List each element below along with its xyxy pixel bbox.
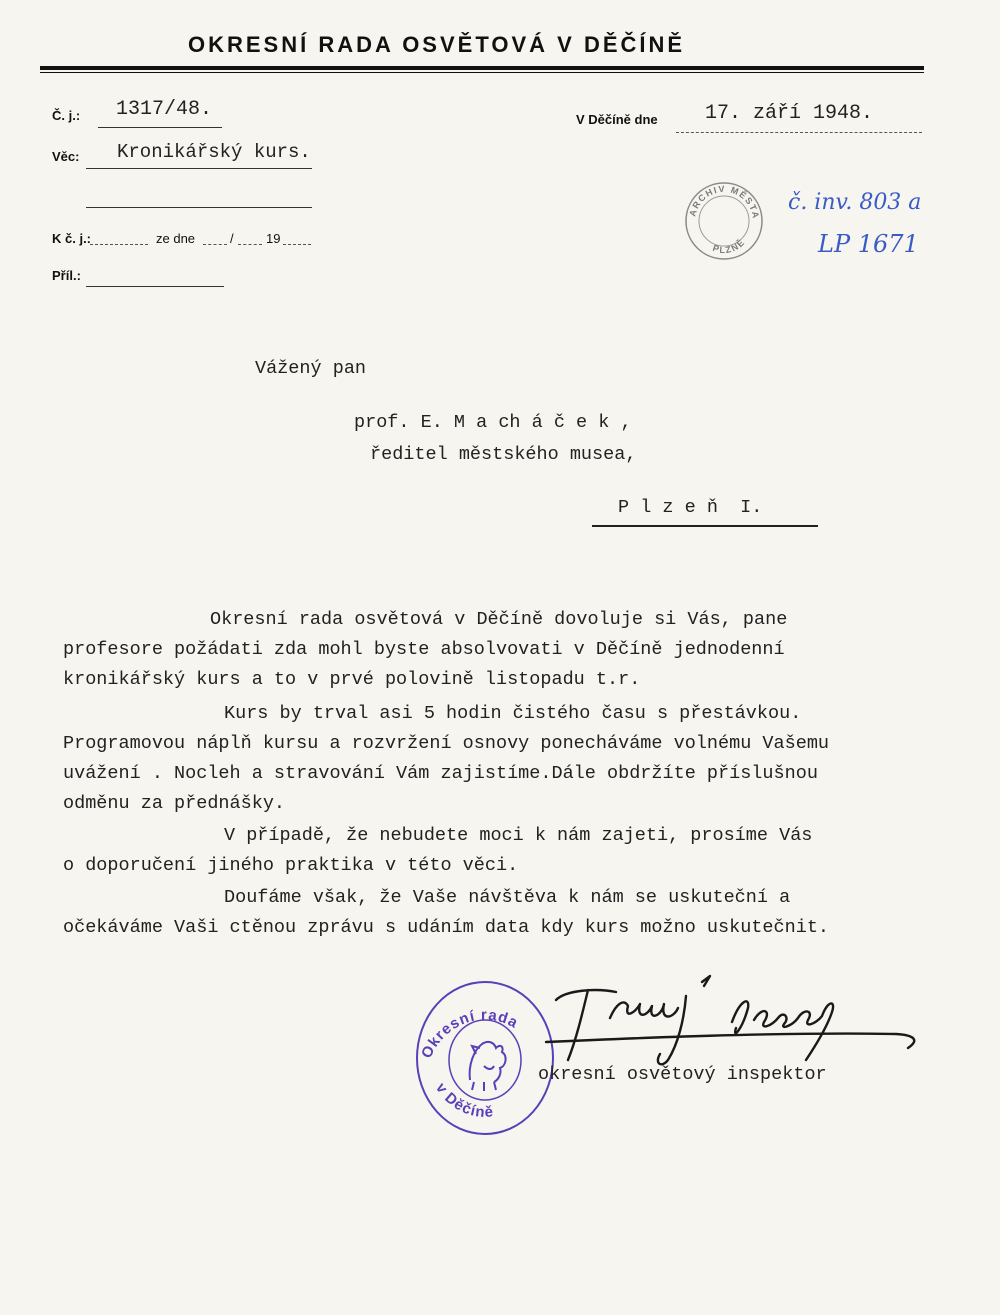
salutation: Vážený pan — [255, 358, 367, 379]
svg-text:PLZNĚ: PLZNĚ — [711, 236, 748, 256]
cj-value: 1317/48. — [116, 98, 213, 121]
recipient-title: ředitel městského musea, — [370, 444, 637, 465]
cj-line — [98, 127, 222, 128]
body-line: profesore požádati zda mohl byste absolvovati v Děčíně jednodenní — [63, 639, 785, 660]
kcj-dots — [90, 244, 148, 245]
recipient-name: prof. E. M a ch á č e k , — [354, 412, 632, 433]
letterhead-rule — [40, 66, 924, 70]
body-line: Okresní rada osvětová v Děčíně dovoluje si Vás, pane — [210, 609, 788, 630]
handwritten-signature — [536, 960, 926, 1070]
date-line — [676, 132, 922, 133]
letterhead-rule-thin — [40, 72, 924, 73]
body-line: očekáváme Vaši ctěnou zprávu s udáním data kdy kurs možno uskutečnit. — [63, 917, 830, 938]
body-line: Doufáme však, že Vaše návštěva k nám se uskuteční a — [224, 887, 791, 908]
vec-line — [86, 168, 312, 169]
body-line: Kurs by trval asi 5 hodin čistého času s přestávkou. — [224, 703, 802, 724]
zedne-dots — [203, 244, 227, 245]
body-line: odměnu za přednášky. — [63, 793, 286, 814]
vec-value: Kronikářský kurs. — [117, 141, 311, 163]
recipient-city: P l z e ň I. — [618, 497, 763, 518]
svg-text:v Děčíně: v Děčíně — [432, 1079, 495, 1122]
body-line: o doporučení jiného praktika v této věci. — [63, 855, 519, 876]
svg-text:ARCHIV MĚSTA: ARCHIV MĚSTA — [687, 183, 762, 221]
signatory-role: okresní osvětový inspektor — [538, 1064, 827, 1085]
vec-label: Věc: — [52, 149, 80, 164]
svg-text:Okresní rada: Okresní rada — [418, 1006, 522, 1062]
body-line: uvážení . Nocleh a stravování Vám zajistíme.Dále obdržíte příslušnou — [63, 763, 818, 784]
year-dots — [283, 244, 311, 245]
body-line: V případě, že nebudete moci k nám zajeti, prosíme Vás — [224, 825, 813, 846]
kcj-label: K č. j.: — [52, 231, 92, 246]
blank-line — [86, 207, 312, 208]
cj-label: Č. j.: — [52, 108, 81, 123]
date-slash: / — [230, 231, 234, 246]
zedne-label: ze dne — [156, 231, 196, 246]
reference-note: LP 1671 — [818, 230, 919, 258]
letterhead-org-name: OKRESNÍ RADA OSVĚTOVÁ V DĚČÍNĚ — [188, 32, 686, 57]
archive-stamp — [683, 180, 765, 262]
date-value: 17. září 1948. — [705, 102, 874, 125]
body-line: Programovou náplň kursu a rozvržení osnovy ponecháváme volnému Vašemu — [63, 733, 830, 754]
pril-label: Příl.: — [52, 268, 81, 283]
pril-line — [86, 286, 224, 287]
year-prefix: 19 — [266, 231, 281, 246]
body-line: kronikářský kurs a to v prvé polovině listopadu t.r. — [63, 669, 641, 690]
slash-dots — [238, 244, 262, 245]
city-underline — [592, 525, 818, 527]
place-label: V Děčíně dne — [576, 112, 658, 127]
inventory-note: č. inv. 803 a — [788, 190, 922, 215]
